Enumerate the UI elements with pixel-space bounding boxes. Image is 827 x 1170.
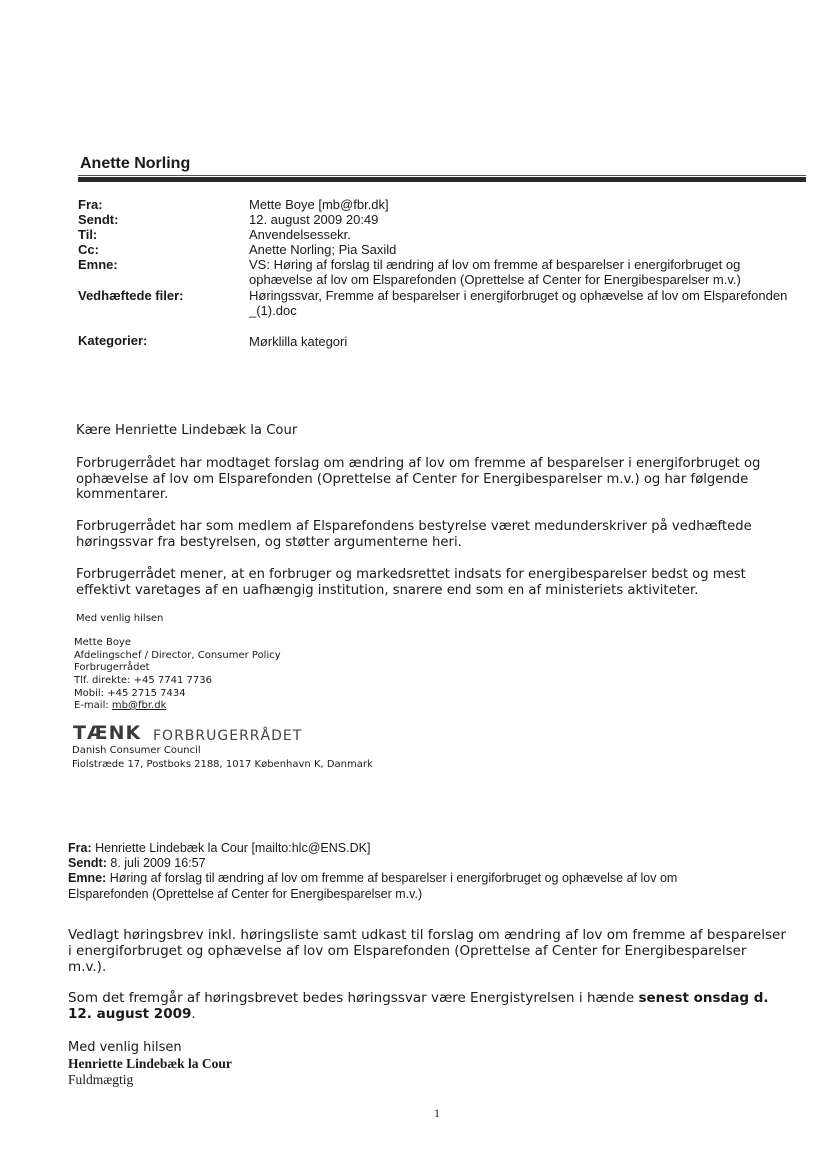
org-address: Fiolstræde 17, Postboks 2188, 1017 København K, Danmark (72, 759, 373, 770)
attachments-value: Høringssvar, Fremme af besparelser i energiforbruget og ophævelse af lov om Elsparefonden _(1).doc (249, 288, 788, 318)
fwd-subject-continuation: Elsparefonden (Oprettelse af Center for Energibesparelser m.v.) (68, 887, 423, 901)
fwd-closing: Med venlig hilsen (68, 1040, 182, 1055)
fwd-from-line (68, 841, 788, 856)
fwd-subject-line (68, 871, 788, 886)
signature-email-link[interactable]: mb@fbr.dk (111, 700, 167, 711)
signature-org: Forbrugerrådet (74, 662, 150, 673)
fwd-sent-label: Sendt: (68, 856, 107, 870)
header-rule-thin (78, 175, 806, 176)
signature-phone: Tlf. direkte: +45 7741 7736 (74, 675, 212, 686)
fwd-paragraph-2-end: . (191, 1006, 196, 1022)
to-value: Anvendelsessekr. (249, 227, 351, 242)
subject-label: Emne: (78, 257, 118, 272)
signature-mobile: Mobil: +45 2715 7434 (74, 688, 186, 699)
org-english-name: Danish Consumer Council (72, 745, 201, 756)
from-value: Mette Boye [mb@fbr.dk] (249, 197, 389, 212)
cc-label: Cc: (78, 242, 99, 257)
attachments-label: Vedhæftede filer: (78, 288, 184, 303)
signature-title: Afdelingschef / Director, Consumer Policy (74, 650, 281, 661)
body-paragraph-2: Forbrugerrådet har som medlem af Elsparefondens bestyrelse været medunderskriver på vedhæftede høringssvar fra bestyrelsen, og støtter argumenterne heri. (76, 519, 752, 550)
logo-org-name: FORBRUGERRÅDET (153, 728, 303, 744)
categories-value: Mørklilla kategori (249, 334, 348, 349)
signature-email-line (74, 700, 166, 713)
fwd-paragraph-2-text: Som det fremgår af høringsbrevet bedes høringssvar være Energistyrelsen i hænde (68, 990, 639, 1006)
fwd-from-label: Fra: (68, 841, 92, 855)
fwd-subject-value: Høring af forslag til ændring af lov om fremme af besparelser i energiforbruget og ophævelse af lov om (109, 871, 678, 885)
subject-value: VS: Høring af forslag til ændring af lov om fremme af besparelser i energiforbruget og ophævelse af lov om Elsparefonden (Oprettelse af Center for Energibesparelser m.v.) (249, 257, 741, 287)
categories-label: Kategorier: (78, 333, 148, 348)
signature-email-label: E-mail: (74, 700, 112, 711)
sent-label: Sendt: (78, 212, 119, 227)
body-paragraph-1: Forbrugerrådet har modtaget forslag om ændring af lov om fremme af besparelser i energiforbruget og ophævelse af lov om Elsparefonden (Oprettelse af Center for Energibesparelser m.v.) og har følgende kommentarer. (76, 456, 761, 502)
fwd-paragraph-2 (68, 990, 788, 1022)
fwd-sent-line (68, 856, 788, 871)
fwd-sent-value: 8. juli 2009 16:57 (110, 856, 206, 870)
closing: Med venlig hilsen (76, 613, 164, 624)
fwd-from-value: Henriette Lindebæk la Cour [mailto:hlc@ENS.DK] (95, 841, 371, 855)
page-number: 1 (434, 1106, 440, 1120)
fwd-paragraph-1: Vedlagt høringsbrev inkl. høringsliste samt udkast til forslag om ændring af lov om fremme af besparelser i energiforbruget og ophævelse af lov om Elsparefonden (Oprettelse af Center for Energibesparelser m.v.). (68, 927, 786, 975)
to-label: Til: (78, 227, 98, 242)
tenk-logo: TÆNK (73, 722, 142, 744)
fwd-signature-name: Henriette Lindebæk la Cour (68, 1056, 232, 1071)
cc-value: Anette Norling; Pia Saxild (249, 242, 397, 257)
sent-value: 12. august 2009 20:49 (249, 212, 379, 227)
header-rule (78, 177, 806, 182)
greeting: Kære Henriette Lindebæk la Cour (76, 423, 298, 438)
from-label: Fra: (78, 197, 103, 212)
signature-name: Mette Boye (74, 637, 132, 648)
fwd-subject-label: Emne: (68, 871, 107, 885)
sender-name-heading: Anette Norling (80, 155, 191, 172)
body-paragraph-3: Forbrugerrådet mener, at en forbruger og markedsrettet indsats for energibesparelser bedst og mest effektivt varetages af en uafhængig institution, snarere end som en af ministeriets aktiviteter. (76, 567, 746, 598)
fwd-signature-title: Fuldmægtig (68, 1072, 134, 1087)
fwd-deadline: senest onsdag d. 12. august 2009 (68, 990, 769, 1022)
